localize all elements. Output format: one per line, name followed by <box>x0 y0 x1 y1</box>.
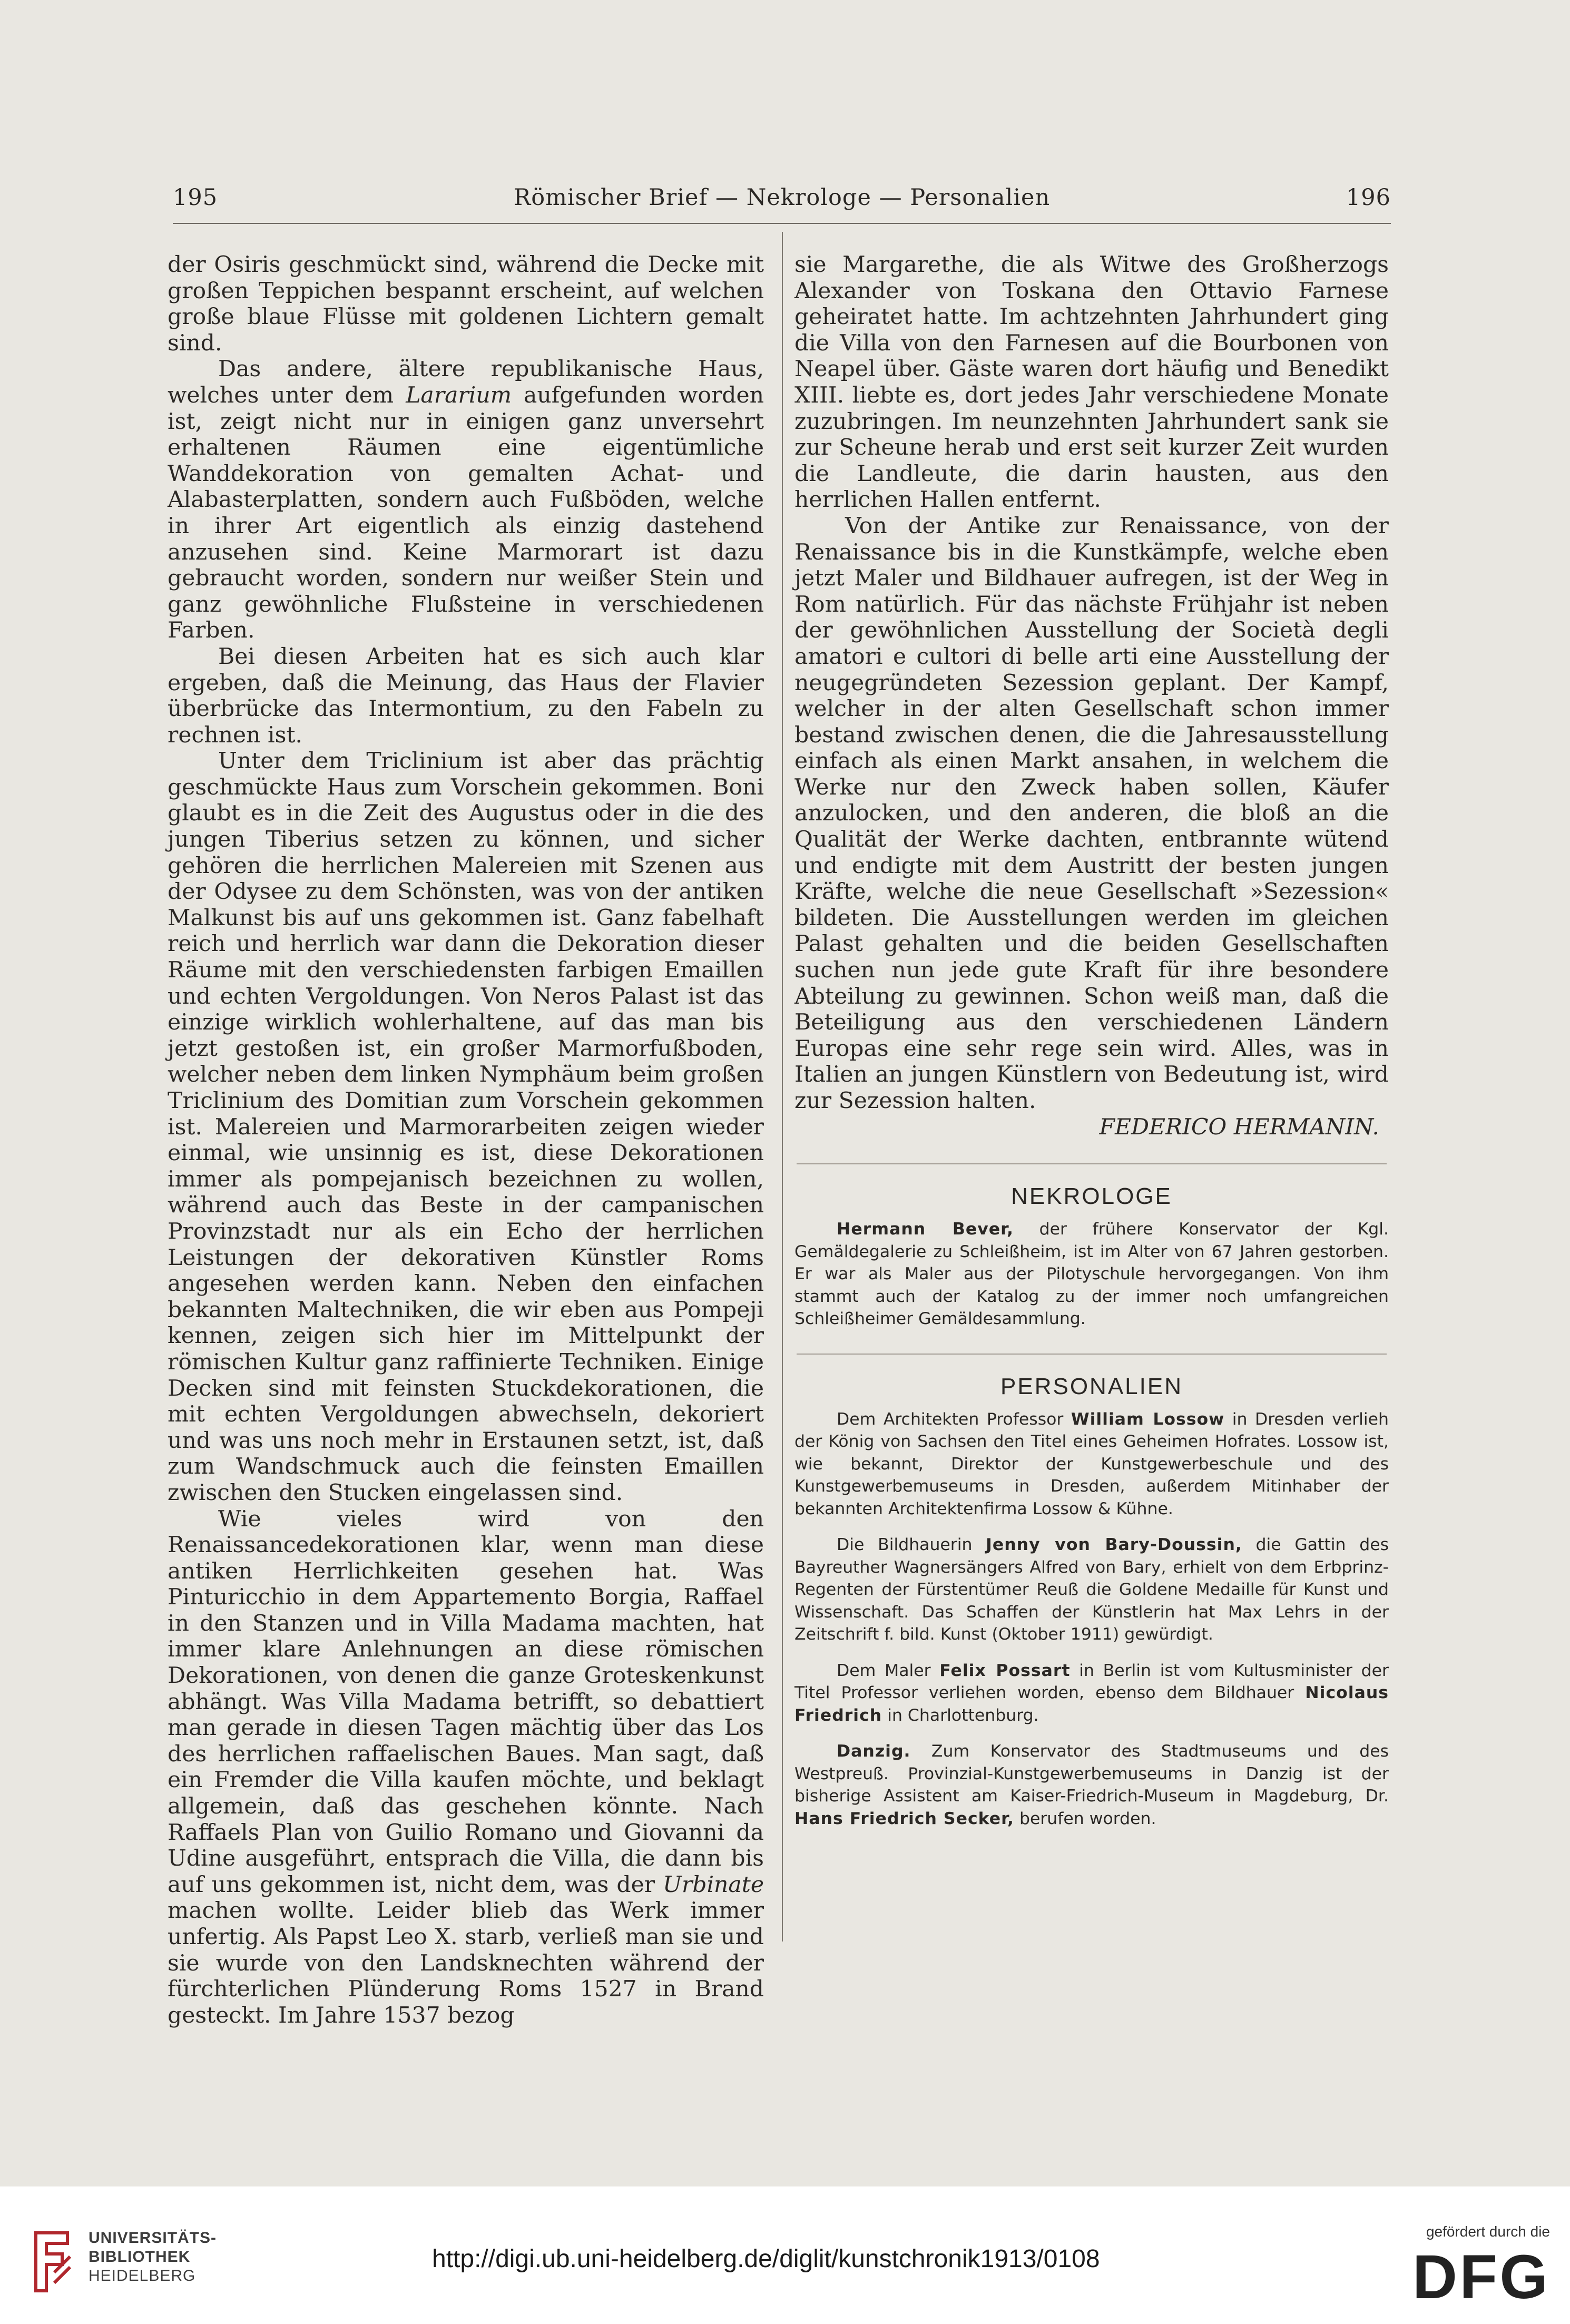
running-title: Römischer Brief — Nekrologe — Personalien <box>513 184 1051 211</box>
page-header <box>173 177 1391 222</box>
library-logo-icon <box>25 2222 78 2301</box>
obituary-entry: Hermann Bever, der frühere Konservator der Kgl. Gemäldegalerie zu Schleißheim, ist im Alter von 67 Jahren gestorben. Er war als Maler aus der Pilotyschule hervorgegangen. Von ihm stammt auch der Katalog zu der immer noch umfangreichen Schleißheimer Gemäldesammlung. <box>794 1220 1389 1329</box>
nekrologe-section <box>794 1218 1389 1330</box>
personal-entry: Dem Maler Felix Possart in Berlin ist vom Kultusminister der Titel Professor verliehen worden, ebenso dem Bildhauer Nicolaus Friedrich in Charlottenburg. <box>794 1661 1389 1725</box>
funded-by-label: gefördert durch die <box>1426 2223 1550 2240</box>
emphasis: Lararium <box>406 382 512 408</box>
section-title-nekrologe: NEKROLOGE <box>1011 1183 1172 1210</box>
dfg-logo: DFG <box>1412 2242 1550 2312</box>
right-column <box>794 252 1389 1843</box>
page-number-right: 196 <box>1346 184 1391 211</box>
left-column <box>168 252 764 2028</box>
paragraph: der Osiris geschmückt sind, während die Decke mit großen Teppichen bespannt erscheint, auf welchen große blaue Flüsse mit goldenen Lichtern gemalt sind. <box>168 252 764 356</box>
paragraph: sie Margarethe, die als Witwe des Großherzogs Alexander von Toskana den Ottavio Farnese geheiratet hatte. Im achtzehnten Jahrhundert ging die Villa von den Farnesen auf die Bourbonen von Neapel über. Gäste waren dort häufig und Benedikt XIII. liebte es, dort jedes Jahr verschiedene Monate zuzubringen. Im neunzehnten Jahrhundert sank sie zur Scheune herab und erst seit kurzer Zeit wurden die Landleute, die darin hausten, aus den herrlichen Hallen entfernt. <box>794 252 1389 513</box>
page-number-left: 195 <box>173 184 218 211</box>
paragraph: Von der Antike zur Renaissance, von der Renaissance bis in die Kunstkämpfe, welche eben jetzt Maler und Bildhauer aufregen, ist der Weg in Rom natürlich. Für das nächste Frühjahr ist neben der gewöhnlichen Ausstellung der Società degli amatori e cultori di belle arti eine Ausstellung der neugegründeten Sezession geplant. Der Kampf, welcher in der alten Gesellschaft schon immer bestand zwischen denen, die die Jahresausstellung einfach als einen Markt ansahen, in welchem die Werke nur den Zweck haben sollen, Käufer anzulocken, und den anderen, die bloß an die Qualität der Werke dachten, entbrannte wütend und endigte mit dem Austritt der besten jungen Kräfte, welche die neue Gesellschaft »Sezession« bildeten. Die Ausstellungen werden im gleichen Palast gehalten und die beiden Gesellschaften suchen nun jede gute Kraft für ihre besondere Abteilung zu gewinnen. Schon weiß man, daß die Beteiligung aus den verschiedenen Ländern Europas eine sehr rege sein wird. Alles, was in Italien an jungen Künstlern von Bedeutung ist, wird zur Sezession halten. <box>794 513 1389 1114</box>
personalien-section <box>794 1408 1389 1830</box>
emphasis: Urbinate <box>663 1871 764 1898</box>
paragraph: Wie vieles wird von den Renaissancedekorationen klar, wenn man diese antiken Herrlichkeiten gesehen hat. Was Pinturicchio in dem Appartemento Borgia, Raffael in den Stanzen und in Villa Madama machten, hat immer klare Anlehnungen an diese römischen Dekorationen, von denen die ganze Groteskenkunst abhängt. Was Villa Madama betrifft, so debattiert man gerade in diesen Tagen mächtig über das Los des herrlichen raffaelischen Baues. Man sagt, daß ein Fremder die Villa kaufen möchte, und beklagt allgemein, daß das geschehen könnte. Nach Raffaels Plan von Guilio Romano und Giovanni da Udine ausgeführt, entsprach die Villa, die dann bis auf uns gekommen ist, nicht dem, was der Urbinate machen wollte. Leider blieb das Werk immer unfertig. Als Papst Leo X. starb, verließ man sie und sie wurde von den Landsknechten während der fürchterlichen Plünderung Roms 1527 in Brand gesteckt. Im Jahre 1537 bezog <box>168 1506 764 2028</box>
personal-entry: Dem Architekten Professor William Lossow in Dresden verlieh der König von Sachsen den Titel eines Geheimen Hofrates. Lossow ist, wie bekannt, Direktor der Kunstgewerbeschule und des Kunstgewerbemuseums in Dresden, außerdem Mitinhaber der bekannten Architektenfirma Lossow & Kühne. <box>794 1409 1389 1518</box>
personal-entry: Die Bildhauerin Jenny von Bary-Doussin, die Gattin des Bayreuther Wagnersängers Alfred von Bary, erhielt von dem Erbprinz-Regenten der Fürstentümer Reuß die Goldene Medaille für Kunst und Wissenschaft. Das Schaffen der Künstlerin hat Max Lehrs in der Zeitschrift f. bild. Kunst (Oktober 1911) gewürdigt. <box>794 1535 1389 1644</box>
section-title-personalien: PERSONALIEN <box>1000 1373 1183 1399</box>
section-rule <box>797 1163 1387 1164</box>
permalink[interactable]: http://digi.ub.uni-heidelberg.de/diglit/kunstchronik1913/0108 <box>432 2245 1100 2273</box>
personal-entry: Danzig. Zum Konservator des Stadtmuseums und des Westpreuß. Provinzial-Kunstgewerbemuseums in Danzig ist der bisherige Assistent am Kaiser-Friedrich-Museum in Magdeburg, Dr. Hans Friedrich Secker, berufen worden. <box>794 1742 1389 1828</box>
author-signature: FEDERICO HERMANIN. <box>1099 1114 1379 1140</box>
paragraph: Bei diesen Arbeiten hat es sich auch klar ergeben, daß die Meinung, das Haus der Flavier überbrücke das Intermontium, zu den Fabeln zu rechnen ist. <box>168 643 764 748</box>
library-name: UNIVERSITÄTS- BIBLIOTHEK HEIDELBERG <box>89 2229 217 2284</box>
section-rule <box>797 1354 1387 1355</box>
paragraph: Das andere, ältere republikanische Haus, welches unter dem Lararium aufgefunden worden ist, zeigt nicht nur in einigen ganz unversehrt erhaltenen Räumen eine eigentümliche Wanddekoration von gemalten Achat- und Alabasterplatten, sondern auch Fußböden, welche in ihrer Art eigentlich als einzig dastehend anzusehen sind. Keine Marmorart ist dazu gebraucht worden, sondern nur weißer Stein und ganz gewöhnliche Flußsteine in verschiedenen Farben. <box>168 356 764 644</box>
header-rule <box>173 223 1391 224</box>
digitization-footer <box>0 2186 1570 2324</box>
column-divider <box>782 232 783 1941</box>
paragraph: Unter dem Triclinium ist aber das prächtig geschmückte Haus zum Vorschein gekommen. Boni glaubt es in die Zeit des Augustus oder in die des jungen Tiberius setzen zu können, und sicher gehören die herrlichen Malereien mit Szenen aus der Odysee zu dem Schönsten, was von der antiken Malkunst bis auf uns gekommen ist. Ganz fabelhaft reich und herrlich war dann die Dekoration dieser Räume mit den verschiedensten farbigen Emaillen und echten Vergoldungen. Von Neros Palast ist das einzige wirklich wohlerhaltene, auf das man bis jetzt gestoßen ist, ein großer Marmorfußboden, welcher neben dem linken Nymphäum beim großen Triclinium des Domitian zum Vorschein gekommen ist. Malereien und Marmorarbeiten zeigen wieder einmal, wie unsinnig es ist, diese Dekorationen immer als pompejanisch bezeichnen zu wollen, während auch das Beste in der campanischen Provinzstadt nur als ein Echo der herrlichen Leistungen der dekorativen Künstler Roms angesehen werden kann. Neben den einfachen bekannten Maltechniken, die wir eben aus Pompeji kennen, zeigen sich hier im Mittelpunkt der römischen Kultur ganz raffinierte Techniken. Einige Decken sind mit feinsten Stuckdekorationen, die mit echten Vergoldungen abwechseln, dekoriert und was uns noch mehr in Erstaunen setzt, ist, daß zum Wandschmuck auch die feinsten Emaillen zwischen den Stucken eingelassen sind. <box>168 748 764 1506</box>
